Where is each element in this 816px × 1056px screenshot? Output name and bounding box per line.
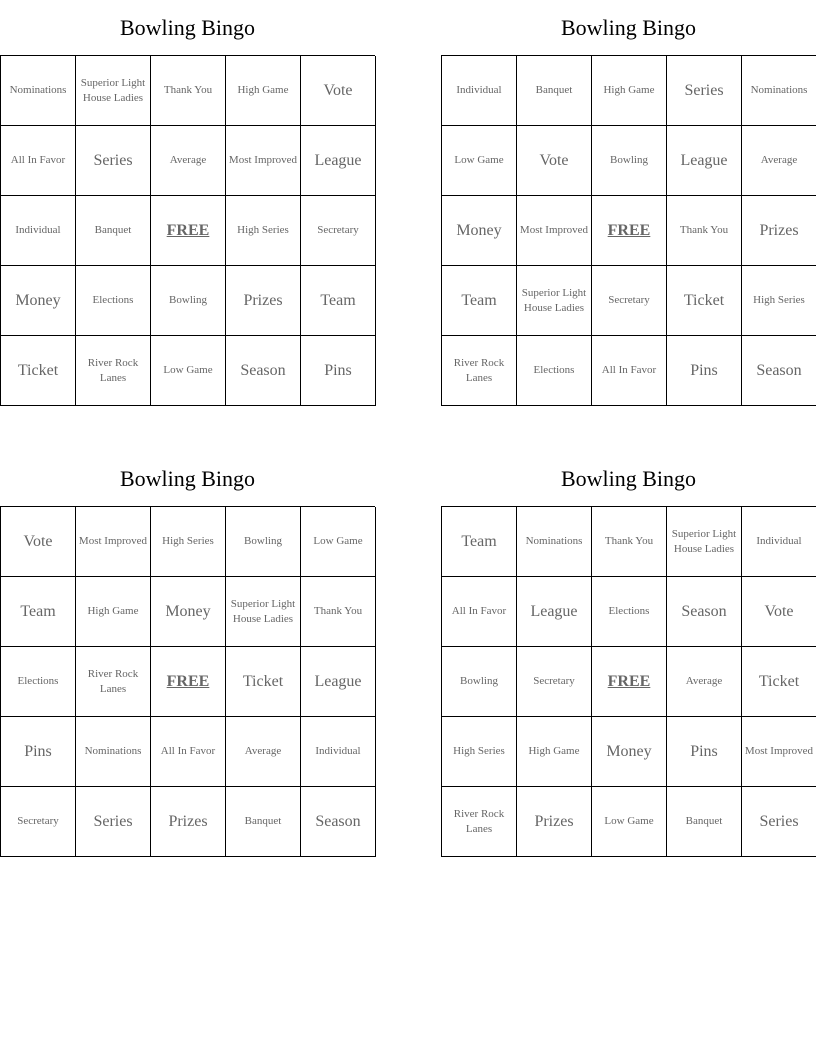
bingo-cell: Superior Light House Ladies [667,507,742,577]
bingo-cell: Average [742,126,816,196]
bingo-cell: League [301,126,376,196]
bingo-cell: Vote [301,56,376,126]
bingo-cell: Prizes [742,196,816,266]
bingo-cell: Season [226,336,301,406]
bingo-cell: Prizes [517,787,592,857]
bingo-cell: Secretary [517,647,592,717]
bingo-cell: Average [226,717,301,787]
bingo-cell: Low Game [151,336,226,406]
free-space: FREE [592,647,667,717]
bingo-cell: Elections [517,336,592,406]
bingo-cell: High Series [742,266,816,336]
bingo-cell: Season [742,336,816,406]
bingo-grid [441,55,816,406]
bingo-cell: Secretary [592,266,667,336]
bingo-cell: Ticket [226,647,301,717]
bingo-cell: High Series [151,507,226,577]
free-space: FREE [151,196,226,266]
bingo-cell: Team [442,266,517,336]
bingo-cell: Banquet [226,787,301,857]
bingo-cell: League [301,647,376,717]
bingo-cell: Individual [742,507,816,577]
bingo-cell: Nominations [76,717,151,787]
bingo-card-1 [0,0,375,406]
bingo-cell: River Rock Lanes [442,336,517,406]
bingo-cell: Season [301,787,376,857]
bingo-card-2 [441,0,816,406]
bingo-cell: Vote [1,507,76,577]
bingo-cell: Superior Light House Ladies [517,266,592,336]
bingo-cell: All In Favor [1,126,76,196]
bingo-cell: Individual [442,56,517,126]
bingo-cell: Average [667,647,742,717]
bingo-card-3 [0,451,375,857]
bingo-cell: Low Game [442,126,517,196]
bingo-cell: High Series [226,196,301,266]
bingo-cell: Money [592,717,667,787]
free-space: FREE [151,647,226,717]
card-title: Bowling Bingo [560,466,697,491]
bingo-cell: Low Game [592,787,667,857]
bingo-cell: League [667,126,742,196]
bingo-cell: Series [742,787,816,857]
bingo-cell: Series [76,126,151,196]
bingo-cell: Money [151,577,226,647]
bingo-cell: Secretary [301,196,376,266]
bingo-cell: Series [76,787,151,857]
bingo-cell: Most Improved [517,196,592,266]
bingo-cell: Most Improved [742,717,816,787]
bingo-cell: Secretary [1,787,76,857]
bingo-cell: Ticket [667,266,742,336]
bingo-cell: Superior Light House Ladies [226,577,301,647]
free-space: FREE [592,196,667,266]
bingo-cell: Team [1,577,76,647]
bingo-card-4 [441,451,816,857]
bingo-cell: Elections [592,577,667,647]
bingo-cell: Nominations [1,56,76,126]
bingo-cell: River Rock Lanes [76,336,151,406]
card-title: Bowling Bingo [560,15,697,40]
bingo-grid [0,506,375,857]
bingo-cell: Banquet [667,787,742,857]
card-title: Bowling Bingo [119,466,256,491]
bingo-cell: Vote [517,126,592,196]
bingo-cell: River Rock Lanes [442,787,517,857]
bingo-cell: High Game [226,56,301,126]
bingo-cell: Thank You [592,507,667,577]
bingo-cell: Individual [1,196,76,266]
bingo-cell: High Game [592,56,667,126]
bingo-cell: League [517,577,592,647]
bingo-cell: Most Improved [76,507,151,577]
bingo-cell: High Game [517,717,592,787]
bingo-cell: High Game [76,577,151,647]
bingo-cell: Money [1,266,76,336]
bingo-cell: Bowling [442,647,517,717]
bingo-grid [0,55,375,406]
bingo-cell: Nominations [742,56,816,126]
bingo-cell: Ticket [742,647,816,717]
bingo-cell: All In Favor [151,717,226,787]
bingo-cell: Bowling [592,126,667,196]
bingo-cell: Most Improved [226,126,301,196]
bingo-grid [441,506,816,857]
bingo-cell: Vote [742,577,816,647]
bingo-cell: Prizes [226,266,301,336]
bingo-cell: All In Favor [592,336,667,406]
card-title: Bowling Bingo [119,15,256,40]
bingo-cell: River Rock Lanes [76,647,151,717]
bingo-cell: Banquet [76,196,151,266]
bingo-cell: Elections [1,647,76,717]
bingo-cell: Pins [667,336,742,406]
bingo-cell: Thank You [667,196,742,266]
bingo-cell: All In Favor [442,577,517,647]
bingo-cell: Team [301,266,376,336]
bingo-cell: Thank You [151,56,226,126]
bingo-cell: Superior Light House Ladies [76,56,151,126]
bingo-cell: Season [667,577,742,647]
bingo-cell: Series [667,56,742,126]
bingo-cell: Money [442,196,517,266]
bingo-cell: Bowling [226,507,301,577]
bingo-cell: Pins [301,336,376,406]
bingo-cell: Pins [1,717,76,787]
bingo-cell: Low Game [301,507,376,577]
bingo-cell: Team [442,507,517,577]
bingo-cell: Elections [76,266,151,336]
bingo-cell: Average [151,126,226,196]
bingo-cell: Pins [667,717,742,787]
bingo-cell: Thank You [301,577,376,647]
bingo-cell: Ticket [1,336,76,406]
bingo-cell: Nominations [517,507,592,577]
bingo-cell: Individual [301,717,376,787]
bingo-cell: Banquet [517,56,592,126]
bingo-cell: High Series [442,717,517,787]
bingo-cell: Bowling [151,266,226,336]
bingo-cell: Prizes [151,787,226,857]
